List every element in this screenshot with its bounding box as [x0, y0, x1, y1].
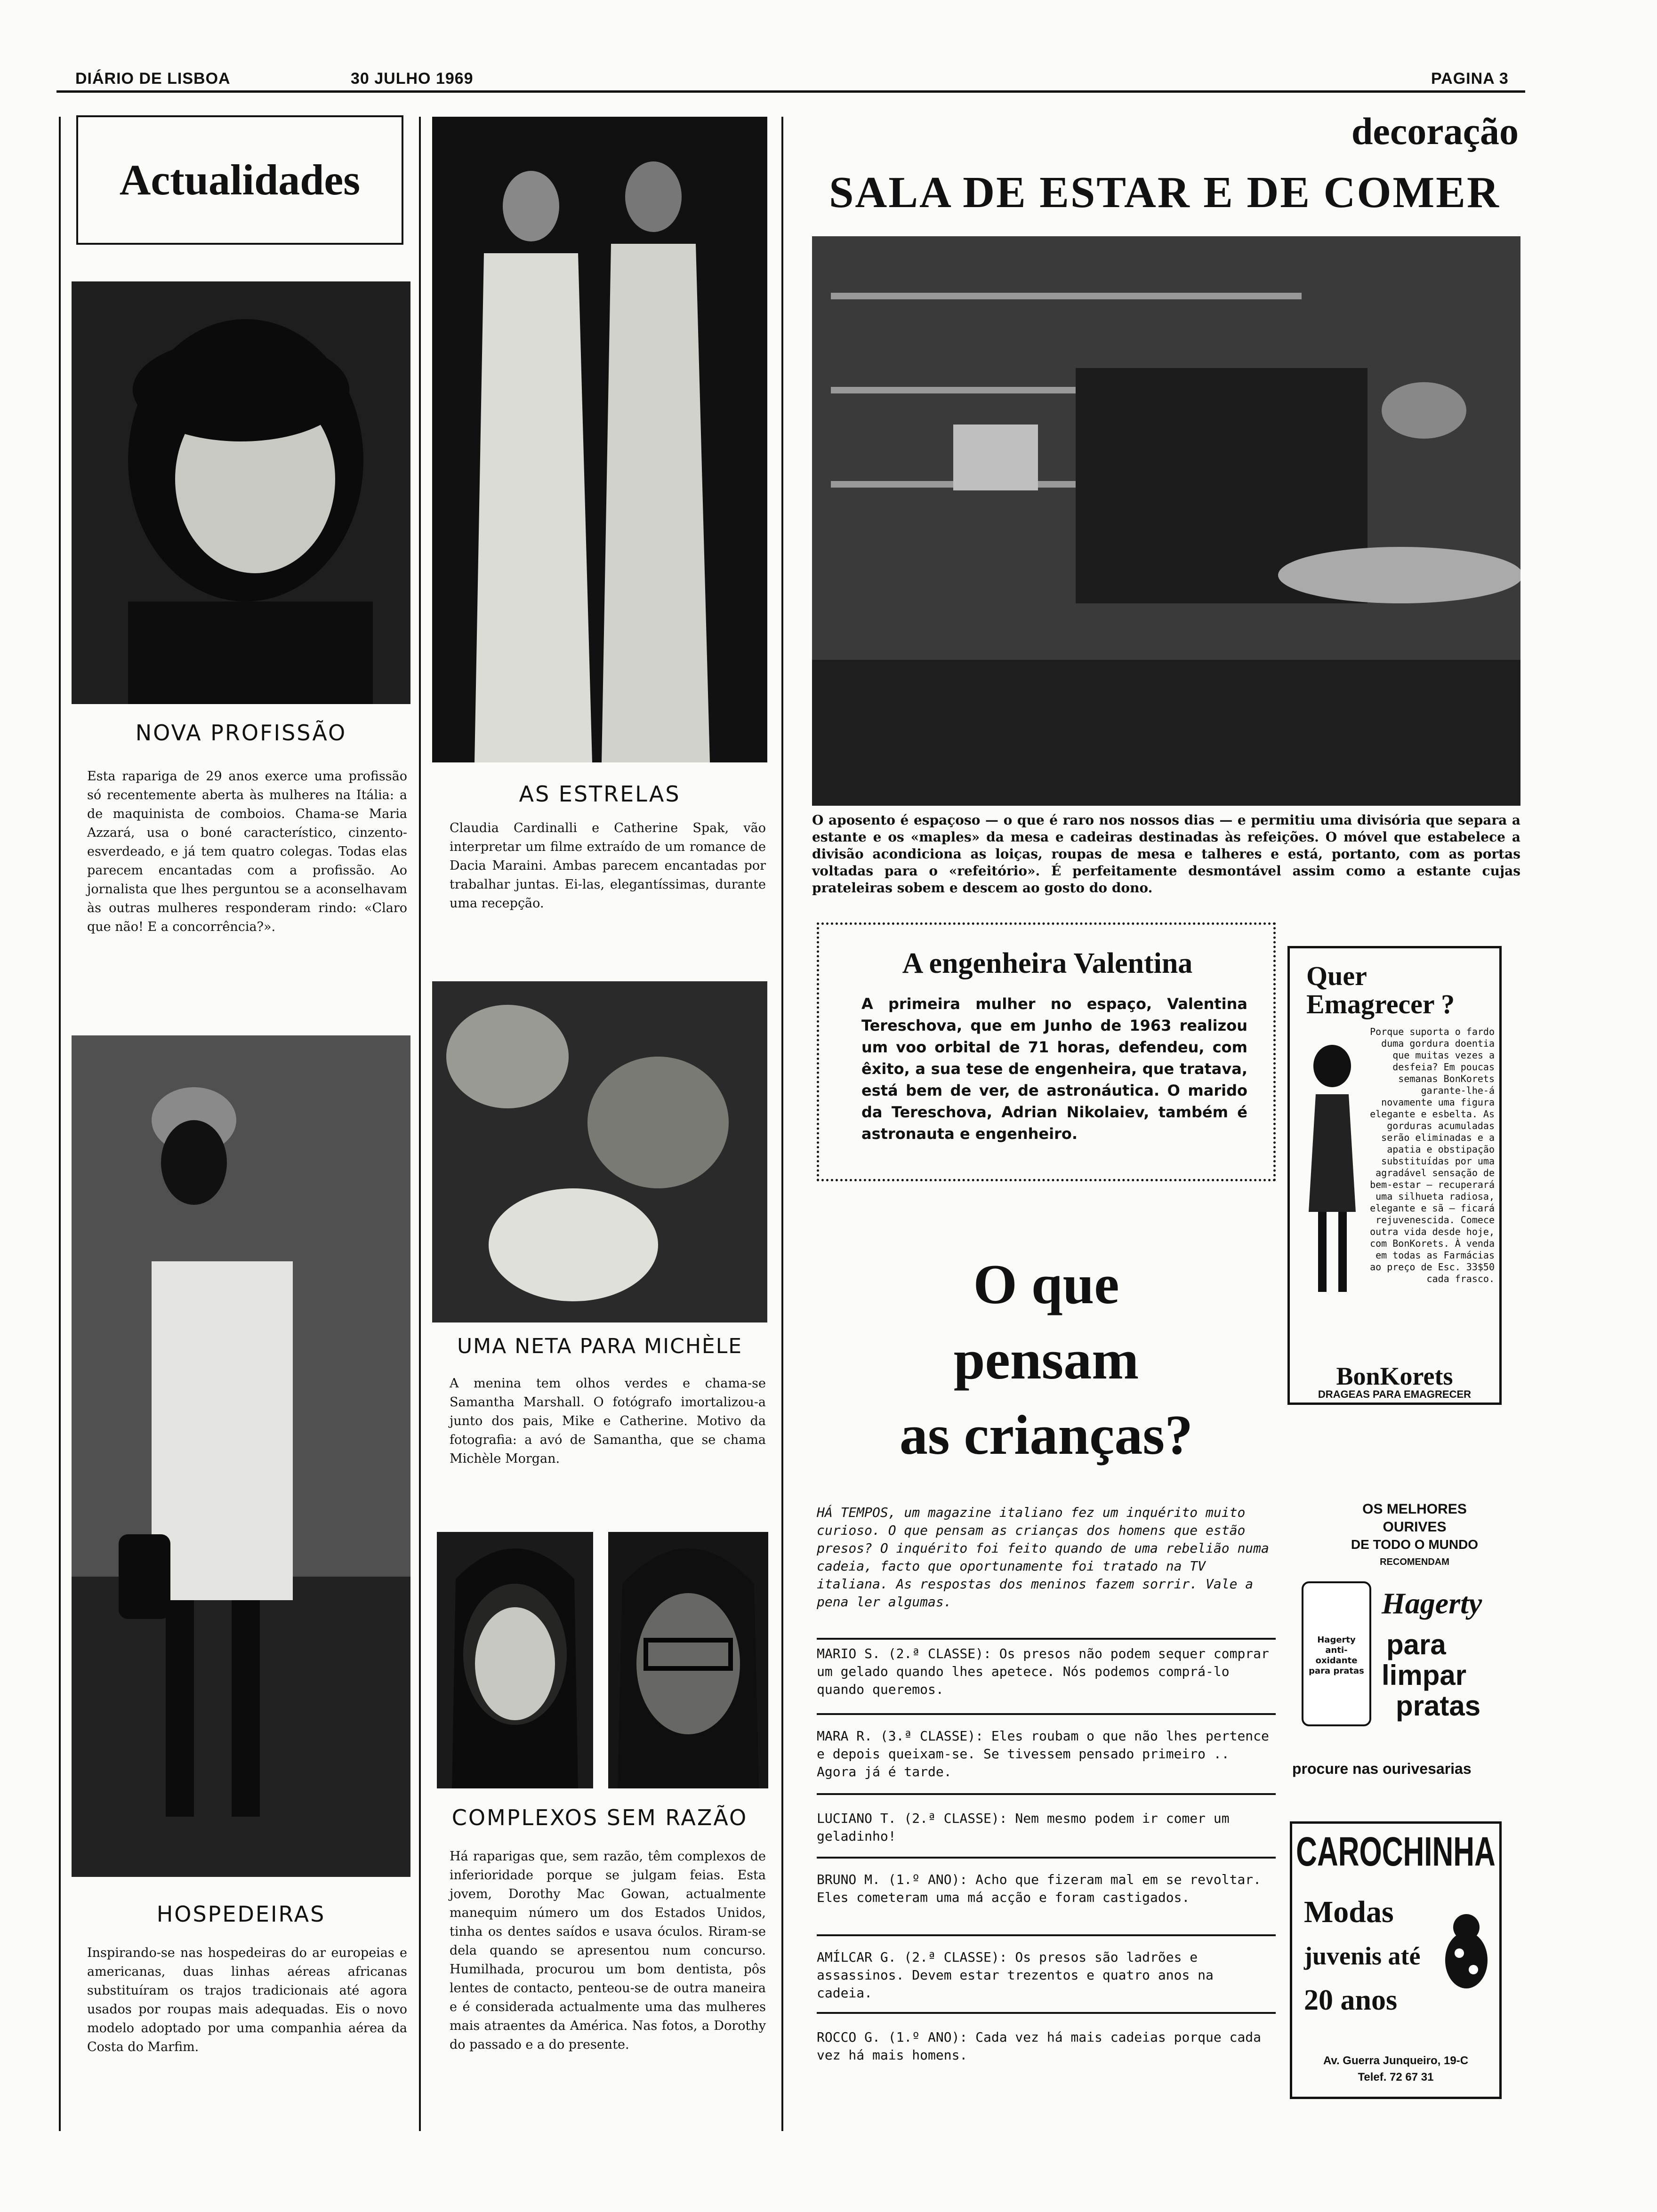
masthead-rule	[56, 90, 1525, 93]
ladybug-icon	[1438, 1908, 1495, 2003]
masthead-paper: DIÁRIO DE LISBOA	[75, 70, 231, 88]
heading-valentina: A engenheira Valentina	[902, 947, 1193, 979]
decoracao-headline: SALA DE ESTAR E DE COMER	[829, 168, 1500, 217]
hospedeira-illustration	[72, 1035, 410, 1877]
masthead-date: 30 JULHO 1969	[351, 70, 474, 88]
photo-estrelas	[432, 117, 767, 762]
text-valentina: A primeira mulher no espaço, Valentina Tereschova, que em Junho de 1963 realizou um voo orbital de 71 horas, defendeu, com êxito, a sua tese de engenheira, que tratava, está bem de ver, de astronáutica. O marido da Tereschova, Adrian Nikolaiev, também é astronauta e engenheiro.	[861, 995, 1247, 1143]
column-rule-1	[59, 117, 61, 2131]
dorothy-present-illustration	[608, 1532, 768, 1788]
photo-neta-michele	[432, 981, 767, 1322]
ad-carochinha	[1290, 1821, 1502, 2099]
text-as-estrelas: Claudia Cardinalli e Catherine Spak, vão interpretar um filme extraído de um romance de Dacia Maraini. Ambas parecem encantadas por trabalhar juntas. Ei-las, elegantíssimas, durante uma recepção.	[450, 821, 766, 911]
answer-rocco: ROCCO G. (1.º ANO): Cada vez há mais cadeias porque cada vez há mais homens.	[817, 2029, 1262, 2063]
section-title: Actualidades	[119, 156, 361, 204]
photo-dorothy-passado	[437, 1532, 593, 1788]
text-hospedeiras: Inspirando-se nas hospedeiras do ar europeias e americanas, duas linhas aéreas africanas substituíram os trajos tradicionais até agora usados por roupas mais adequadas. Eis o novo modelo adoptado por uma companhia aérea da Costa do Marfim.	[87, 1946, 407, 2054]
ad-hagerty-line2: OURIVES	[1383, 1519, 1447, 1535]
text-nova-profissao: Esta rapariga de 29 anos exerce uma profissão só recentemente aberta às mulheres na Itália: a de maquinista de comboios. Chama-se Maria Azzará, usa o boné característico, cinzento-esverdeado, e já tem quatro colegas. Todas elas parecem encantadas com a profissão. Ao jornalista que lhes perguntou se a aconselhavam às outras mulheres responderam rindo: «Claro que não! E a concorrência?».	[87, 769, 407, 934]
section-title-box	[76, 115, 403, 245]
ad-bonkorets-body: Porque suporta o fardo duma gordura doentia que muitas vezes a desfeia? Em poucas semanas BonKorets garante-lhe-á novamente uma figura elegante e esbelta. As gorduras acumuladas serão eliminadas e a apatia e obstipação substituídas por uma agradável sensação de bem-estar — recuperará uma silhueta radiosa, elegante e sã — ficará rejuvenescida. Comece outra vida desde hoje, com BonKorets. À venda em todas as Farmácias ao preço de Esc. 33$50 cada frasco.	[1370, 1026, 1495, 1284]
family-photo-illustration	[432, 981, 767, 1322]
separator-5	[817, 2012, 1276, 2014]
photo-sala	[812, 236, 1520, 806]
ad-hagerty-slogan3: pratas	[1396, 1690, 1481, 1722]
room-illustration	[812, 236, 1520, 806]
heading-complexos: COMPLEXOS SEM RAZÃO	[451, 1805, 748, 1830]
separator-1	[817, 1713, 1276, 1715]
estrelas-illustration	[432, 117, 767, 762]
title-criancas-1: O que	[973, 1253, 1119, 1315]
ad-bonkorets-title2: Emagrecer ?	[1306, 989, 1455, 1019]
photo-hospedeira	[72, 1035, 410, 1877]
answer-amilcar: AMÍLCAR G. (2.ª CLASSE): Os presos são ladrões e assassinos. Devem estar trezentos e quatro anos na cadeia.	[817, 1949, 1214, 2001]
photo-dorothy-presente	[608, 1532, 768, 1788]
heading-nova-profissao: NOVA PROFISSÃO	[135, 720, 347, 745]
masthead-page: PAGINA 3	[1431, 70, 1509, 88]
ad-carochinha-line1: Modas	[1304, 1895, 1394, 1929]
ad-carochinha-line3: 20 anos	[1304, 1984, 1398, 2016]
caption-sala: O aposento é espaçoso — o que é raro nos nossos dias — e permitiu uma divisória que separa a estante e os «maples» da mesa e cadeiras destinadas às refeições. O móvel que estabelece a divisão acondiciona as loiças, roupas de mesa e talheres e está, portanto, com as portas voltadas para o «refeitório». É perfeitamente desmontável assim como a estante cujas prateleiras sobem e descem ao gosto do dono.	[812, 812, 1520, 896]
ad-bonkorets-brand: BonKorets	[1336, 1362, 1453, 1390]
decoracao-kicker: decoração	[1351, 110, 1519, 152]
title-criancas-2: pensam	[953, 1328, 1139, 1391]
separator-3	[817, 1857, 1276, 1859]
ad-bonkorets-title1: Quer	[1306, 961, 1367, 991]
ad-hagerty-bottle-label: Hagerty anti-oxidante para pratas	[1309, 1635, 1364, 1676]
answer-luciano: LUCIANO T. (2.ª CLASSE): Nem mesmo podem ir comer um geladinho!	[817, 1811, 1230, 1844]
ad-hagerty-bottle	[1302, 1581, 1371, 1726]
ad-hagerty	[1287, 1478, 1504, 1788]
portrait-illustration	[72, 281, 410, 704]
ad-carochinha-line2: juvenis até	[1304, 1942, 1421, 1970]
intro-criancas: HÁ TEMPOS, um magazine italiano fez um inquérito muito curioso. O que pensam as crianças dos homens que estão presos? O inquérito foi feito quando de uma rebelião numa cadeia, facto que oportunamente foi tratado na TV italiana. As respostas dos meninos fazem sorrir. Vale a pena ler algumas.	[817, 1505, 1269, 1610]
ad-carochinha-phone: Telef. 72 67 31	[1358, 2071, 1434, 2084]
heading-hospedeiras: HOSPEDEIRAS	[156, 1901, 326, 1927]
ad-carochinha-address: Av. Guerra Junqueiro, 19-C	[1323, 2054, 1469, 2067]
text-neta-michele: A menina tem olhos verdes e chama-se Samantha Marshall. O fotógrafo imortalizou-a junto dos pais, Mike e Catherine. Motivo da fotografia: a avó de Samantha, que se chama Michèle Morgan.	[450, 1376, 766, 1466]
separator-2	[817, 1793, 1276, 1795]
text-complexos: Há raparigas que, sem razão, têm complexos de inferioridade porque se julgam feias. Esta jovem, Dorothy Mac Gowan, actualmente manequim número um dos Estados Unidos, tinha os dentes saídos e usava óculos. Riram-se dela quando se apresentou num concurso. Humilhada, procurou um bom dentista, pôs lentes de contacto, penteou-se de outra maneira e é considerada actualmente uma das mulheres mais atraentes da América. Nas fotos, a Dorothy do passado e a do presente.	[450, 1849, 766, 2052]
heading-as-estrelas: AS ESTRELAS	[519, 781, 681, 807]
separator-4	[817, 1934, 1276, 1936]
answer-bruno: BRUNO M. (1.º ANO): Acho que fizeram mal em se revoltar. Eles cometeram uma má acção e foram castigados.	[817, 1872, 1262, 1905]
ad-carochinha-name: CAROCHINHA	[1296, 1829, 1496, 1875]
ad-hagerty-slogan2: limpar	[1382, 1659, 1467, 1691]
ad-hagerty-line1: OS MELHORES	[1362, 1501, 1467, 1517]
title-criancas-3: as crianças?	[899, 1403, 1193, 1466]
column-rule-3	[781, 117, 783, 2131]
ad-hagerty-line4: RECOMENDAM	[1380, 1557, 1449, 1567]
ad-bonkorets	[1287, 946, 1502, 1405]
dorothy-past-illustration	[437, 1532, 593, 1788]
woman-figure-icon	[1297, 1042, 1367, 1306]
ad-hagerty-brand: Hagerty	[1382, 1587, 1482, 1620]
ad-hagerty-line3: DE TODO O MUNDO	[1351, 1537, 1479, 1552]
column-rule-2	[419, 117, 421, 2131]
ad-bonkorets-tagline: DRAGEAS PARA EMAGRECER	[1318, 1388, 1472, 1400]
heading-neta-michele: UMA NETA PARA MICHÈLE	[457, 1334, 743, 1358]
answer-mario: MARIO S. (2.ª CLASSE): Os presos não podem sequer comprar um gelado quando lhes apetece. Nós podemos comprá-lo quando queremos.	[817, 1646, 1269, 1697]
ad-hagerty-slogan1: para	[1386, 1629, 1446, 1660]
answer-mara: MARA R. (3.ª CLASSE): Eles roubam o que não lhes pertence e depois queixam-se. Se tivessem pensado primeiro .. Agora já é tarde.	[817, 1728, 1269, 1779]
separator-0	[817, 1638, 1276, 1640]
ad-hagerty-footer: procure nas ourivesarias	[1292, 1760, 1472, 1777]
photo-maquinista	[72, 281, 410, 704]
